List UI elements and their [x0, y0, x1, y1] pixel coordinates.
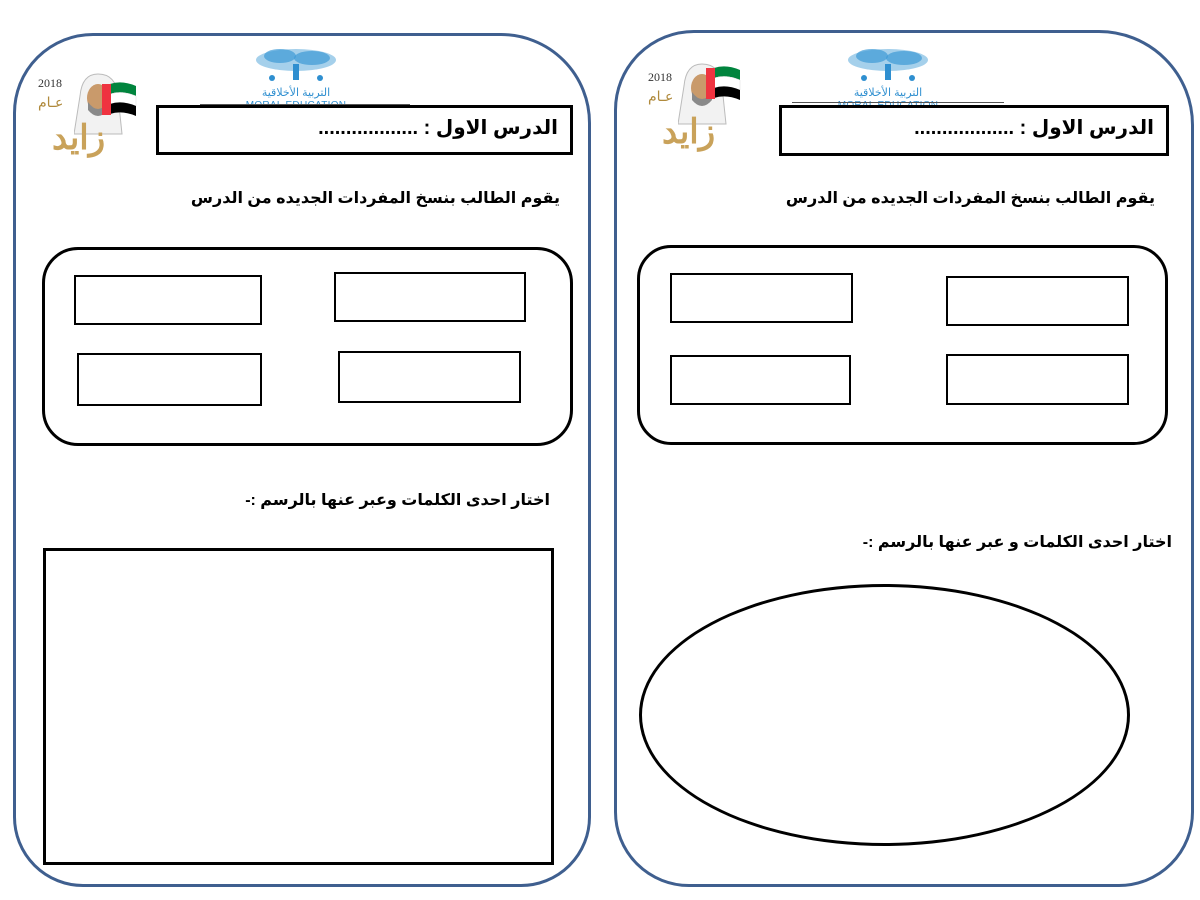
uae-flag-icon: [706, 64, 742, 108]
vocab-instruction: يقوم الطالب بنسخ المفردات الجديده من الدرس: [785, 190, 1155, 207]
vocab-word-box[interactable]: [670, 273, 853, 323]
uae-flag-icon: [102, 80, 138, 124]
lesson-title-box[interactable]: الدرس الاول : ..................: [156, 105, 573, 155]
vocab-word-box[interactable]: [334, 272, 526, 322]
tree-icon: [842, 46, 934, 86]
draw-instruction: اختار احدى الكلمات وعبر عنها بالرسم :-: [245, 492, 550, 509]
vocab-word-box[interactable]: [946, 276, 1129, 326]
drawing-area[interactable]: [639, 584, 1130, 846]
vocab-instruction: يقوم الطالب بنسخ المفردات الجديده من الدرس: [190, 190, 560, 207]
header-rule: [792, 102, 1004, 103]
draw-instruction: اختار احدى الكلمات و عبر عنها بالرسم :-: [862, 534, 1172, 551]
vocab-word-box[interactable]: [77, 353, 262, 406]
emblem-name: زايد: [52, 118, 106, 158]
vocab-word-box[interactable]: [74, 275, 262, 325]
vocab-word-box[interactable]: [946, 354, 1129, 405]
year-of-zayed-emblem: [38, 70, 138, 170]
drawing-area[interactable]: [43, 548, 554, 865]
emblem-aam: عـام: [38, 94, 64, 110]
vocab-word-box[interactable]: [338, 351, 521, 403]
tree-icon: [250, 46, 342, 86]
year-of-zayed-emblem: [648, 64, 748, 164]
emblem-name: زايد: [662, 112, 716, 152]
emblem-year: 2018: [648, 70, 672, 84]
logo-arabic: التربية الأخلاقية: [261, 87, 331, 99]
emblem-year: 2018: [38, 76, 62, 90]
vocab-word-box[interactable]: [670, 355, 851, 405]
logo-arabic: التربية الأخلاقية: [853, 87, 923, 99]
lesson-title-box[interactable]: الدرس الاول : ..................: [779, 105, 1169, 156]
emblem-aam: عـام: [648, 88, 674, 104]
